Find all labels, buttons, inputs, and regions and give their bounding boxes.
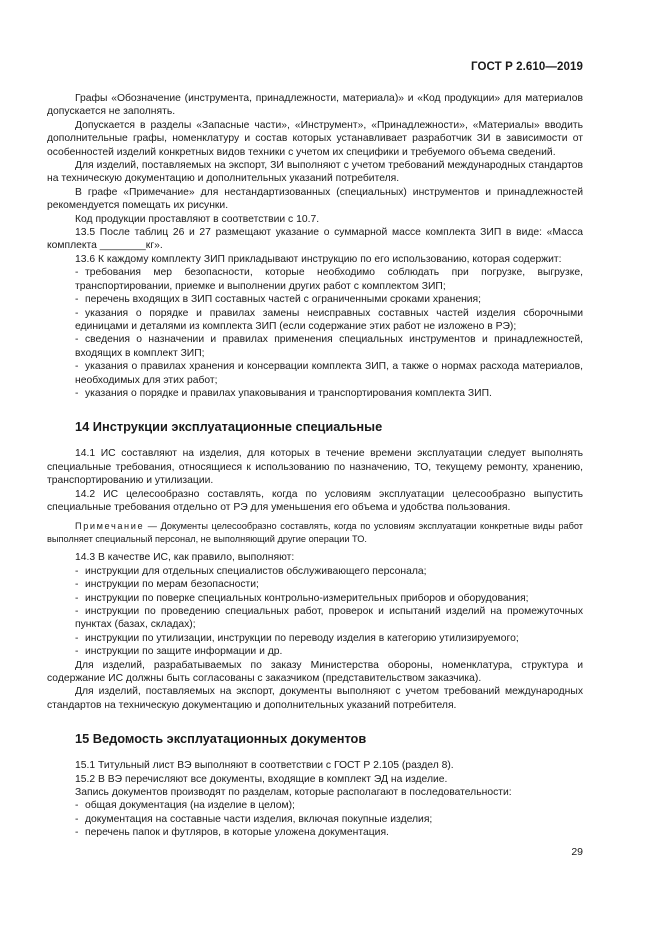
list-item: - инструкции по мерам безопасности; [75, 579, 259, 591]
paragraph: Код продукции проставляют в соответствии с 10.7. [75, 213, 320, 225]
paragraph: Для изделий, поставляемых на экспорт, ЗИ выполняют с учетом требований международных стандартов на техническую документацию и дополнительных указаний потребителя. [47, 160, 583, 185]
page-number: 29 [571, 846, 583, 858]
paragraph: 15.1 Титульный лист ВЭ выполняют в соответствии с ГОСТ Р 2.105 (раздел 8). [75, 760, 454, 772]
list-item: - документация на составные части изделия, включая покупные изделия; [75, 813, 433, 825]
section-14-heading: 14 Инструкции эксплуатационные специальные [75, 419, 383, 435]
paragraph: 13.5 После таблиц 26 и 27 размещают указание о суммарной массе комплекта ЗИП в виде: «Масса комплекта ________кг». [47, 227, 583, 252]
paragraph: 14.2 ИС целесообразно составлять, когда по условиям эксплуатации целесообразно выпустить специальные требования отдельно от РЭ для уменьшения его объема и удобства пользования. [47, 488, 583, 513]
note-text: — Документы целесообразно составлять, когда по условиям эксплуатации конкретные виды работ выполняет специальный персонал, не выполняющий другие операции ТО. [47, 521, 583, 544]
note [47, 520, 583, 545]
paragraph: 14.1 ИС составляют на изделия, для которых в течение времени эксплуатации следует выполнять специальные требования, относящиеся к использованию по назначению, ТО, текущему ремонту, хранению, транспортированию и утилизации. [47, 448, 583, 487]
list-item: - указания о порядке и правилах упаковывания и транспортирования комплекта ЗИП. [75, 387, 492, 399]
list-item: - общая документация (на изделие в целом); [75, 800, 295, 812]
paragraph: Для изделий, разрабатываемых по заказу Министерства обороны, номенклатура, структура и содержание ИС должны быть согласованы с заказчиком (представительством заказчика). [47, 659, 583, 685]
list-15 [47, 799, 583, 839]
list-item: - перечень входящих в ЗИП составных частей с ограниченными сроками хранения; [75, 294, 482, 306]
section-15-heading: 15 Ведомость эксплуатационных документов [75, 731, 367, 747]
paragraph: В графе «Примечание» для нестандартизованных (специальных) инструментов и принадлежностей рекомендуется помещать их рисунки. [47, 186, 583, 212]
paragraph: Допускается в разделы «Запасные части», «Инструмент», «Принадлежности», «Материалы» вводить дополнительные графы, номенклатуру и состав которых устанавливает разработчик ЗИ в зависимости от особенностей изделий конкретных видов техники с учетом их специфики и требуемого объема сведений. [47, 119, 583, 158]
list-item: - требования мер безопасности, которые необходимо соблюдать при погрузке, выгрузке, транспортировании, приемке и выполнении других работ с комплектом ЗИП; [75, 267, 583, 292]
list-item: - перечень папок и футляров, в которые уложена документация. [75, 827, 389, 839]
list-item: - указания о правилах хранения и консервации комплекта ЗИП, а также о нормах расхода материалов, необходимых для этих работ; [75, 361, 583, 386]
list-item: - инструкции по защите информации и др. [75, 646, 283, 658]
paragraph: Графы «Обозначение (инструмента, принадлежности, материала)» и «Код продукции» для материалов допускается не заполнять. [47, 93, 583, 118]
list-item: - инструкции по утилизации, инструкции по переводу изделия в категорию утилизируемого; [75, 632, 519, 644]
standard-header: ГОСТ Р 2.610—2019 [471, 61, 583, 73]
paragraph: Для изделий, поставляемых на экспорт, документы выполняют с учетом требований международных стандартов на техническую документацию и дополнительных указаний потребителя. [47, 686, 583, 711]
list-item: - инструкции для отдельных специалистов обслуживающего персонала; [75, 565, 427, 577]
list-item: - сведения о назначении и правилах применения специальных инструментов и принадлежностей, входящих в комплект ЗИП; [75, 334, 583, 359]
note-label: Примечание [75, 521, 145, 532]
paragraph: Запись документов производят по разделам, которые располагают в последовательности: [75, 787, 512, 799]
list-14-3 [47, 565, 583, 659]
page-body [47, 92, 583, 840]
list-item: - инструкции по поверке специальных контрольно-измерительных приборов и оборудования; [75, 592, 529, 604]
paragraph: 13.6 К каждому комплекту ЗИП прикладывают инструкцию по его использованию, которая содержит: [75, 253, 562, 265]
list-item: - указания о порядке и правилах замены неисправных составных частей изделия сборочными единицами и деталями из комплекта ЗИП (если содержание этих работ не изложено в РЭ); [75, 307, 583, 332]
paragraph: 14.3 В качестве ИС, как правило, выполняют: [75, 552, 295, 564]
list-13-6 [47, 266, 583, 400]
paragraph: 15.2 В ВЭ перечисляют все документы, входящие в комплект ЭД на изделие. [75, 773, 448, 785]
list-item: - инструкции по проведению специальных работ, проверок и испытаний изделий на промежуточных пунктах (базах, складах); [75, 606, 583, 631]
